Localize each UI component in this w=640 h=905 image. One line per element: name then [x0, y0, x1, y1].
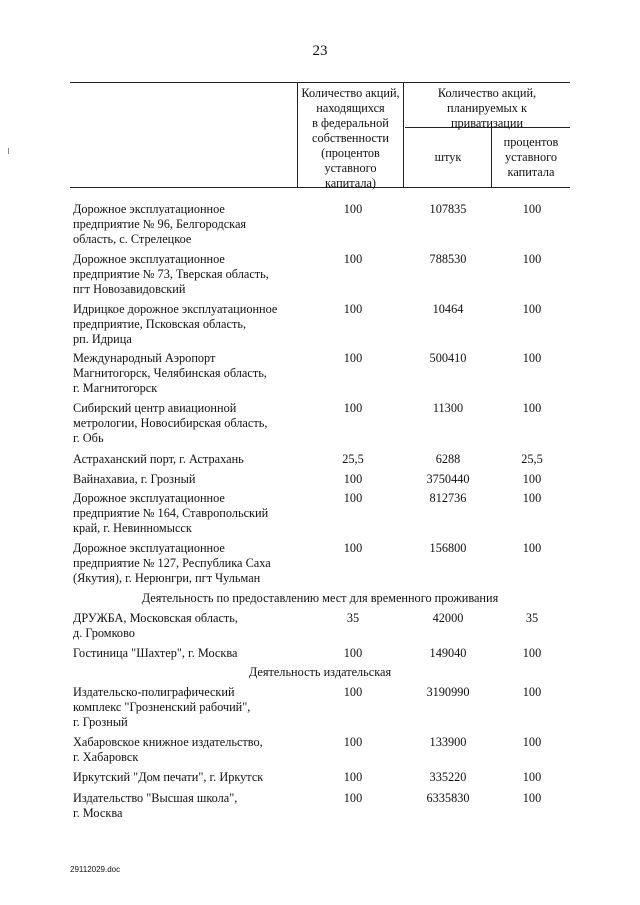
- row-name: Идрицкое дорожное эксплуатационное предприятие, Псковская область, рп. Идрица: [73, 302, 278, 346]
- row-name: Дорожное эксплуатационное предприятие № 164, Ставропольский край, г. Невинномысск: [73, 491, 269, 535]
- page-number: 23: [312, 43, 328, 59]
- table-top-rule: [70, 82, 570, 83]
- percent-value: 100: [522, 646, 542, 660]
- row-name: Дорожное эксплуатационное предприятие № 127, Республика Саха (Якутия), г. Нерюнгри, пгт Чульман: [73, 541, 271, 585]
- federal-value: 100: [343, 202, 363, 216]
- federal-value: 100: [343, 491, 363, 505]
- federal-value: 25,5: [342, 452, 364, 466]
- pieces-value: 156800: [429, 541, 467, 555]
- scan-mark: [8, 148, 9, 154]
- document-code: 29112029.doc: [70, 865, 121, 874]
- federal-value: 100: [343, 646, 363, 660]
- pieces-value: 500410: [429, 351, 467, 365]
- federal-value: 35: [346, 611, 360, 625]
- federal-value: 100: [343, 252, 363, 266]
- header-federal-shares: Количество акций, находящихся в федеральной собственности (процентов уставного капитала): [301, 86, 400, 190]
- row-name: Дорожное эксплуатационное предприятие № 96, Белгородская область, с. Стрелецкое: [73, 202, 247, 246]
- row-name: Вайнахавиа, г. Грозный: [73, 472, 196, 486]
- row-name: Дорожное эксплуатационное предприятие № 73, Тверская область, пгт Новозавидовский: [73, 252, 269, 296]
- row-name: Сибирский центр авиационной метрологии, Новосибирская область, г. Обь: [73, 401, 268, 445]
- row-name: Гостиница "Шахтер", г. Москва: [73, 646, 238, 660]
- percent-value: 25,5: [521, 452, 543, 466]
- percent-value: 100: [522, 791, 542, 805]
- header-percent: процентов уставного капитала: [503, 135, 559, 179]
- pieces-value: 335220: [429, 770, 467, 784]
- pieces-value: 3750440: [426, 472, 470, 486]
- federal-value: 100: [343, 401, 363, 415]
- section-heading: Деятельность издательская: [248, 665, 392, 679]
- row-name: Издательство "Высшая школа", г. Москва: [73, 791, 238, 820]
- percent-value: 100: [522, 491, 542, 505]
- section-heading: Деятельность по предоставлению мест для временного проживания: [141, 591, 499, 605]
- percent-value: 100: [522, 351, 542, 365]
- pieces-value: 788530: [429, 252, 467, 266]
- percent-value: 100: [522, 202, 542, 216]
- pieces-value: 3190990: [426, 685, 470, 699]
- row-name: Международный Аэропорт Магнитогорск, Челябинская область, г. Магнитогорск: [73, 351, 267, 395]
- row-name: Астраханский порт, г. Астрахань: [73, 452, 244, 466]
- pieces-value: 107835: [429, 202, 467, 216]
- pieces-value: 149040: [429, 646, 467, 660]
- pieces-value: 6335830: [426, 791, 470, 805]
- pieces-value: 133900: [429, 735, 467, 749]
- percent-value: 100: [522, 770, 542, 784]
- row-name: Хабаровское книжное издательство, г. Хабаровск: [73, 735, 263, 764]
- row-name: Иркутский "Дом печати", г. Иркутск: [73, 770, 264, 784]
- federal-value: 100: [343, 685, 363, 699]
- percent-value: 100: [522, 735, 542, 749]
- row-name: ДРУЖБА, Московская область, д. Громково: [73, 611, 238, 640]
- federal-value: 100: [343, 541, 363, 555]
- pieces-value: 42000: [432, 611, 464, 625]
- pieces-value: 11300: [432, 401, 464, 415]
- row-name: Издательско-полиграфический комплекс "Грозненский рабочий", г. Грозный: [73, 685, 251, 729]
- percent-value: 100: [522, 685, 542, 699]
- header-planned-shares: Количество акций, планируемых к приватизации: [437, 86, 537, 130]
- percent-value: 100: [522, 252, 542, 266]
- federal-value: 100: [343, 302, 363, 316]
- pieces-value: 10464: [432, 302, 464, 316]
- percent-value: 100: [522, 541, 542, 555]
- federal-value: 100: [343, 791, 363, 805]
- pieces-value: 6288: [435, 452, 461, 466]
- federal-value: 100: [343, 351, 363, 365]
- federal-value: 100: [343, 770, 363, 784]
- percent-value: 35: [525, 611, 539, 625]
- percent-value: 100: [522, 401, 542, 415]
- header-pieces: штук: [434, 150, 462, 164]
- federal-value: 100: [343, 472, 363, 486]
- pieces-value: 812736: [429, 491, 467, 505]
- percent-value: 100: [522, 302, 542, 316]
- federal-value: 100: [343, 735, 363, 749]
- percent-value: 100: [522, 472, 542, 486]
